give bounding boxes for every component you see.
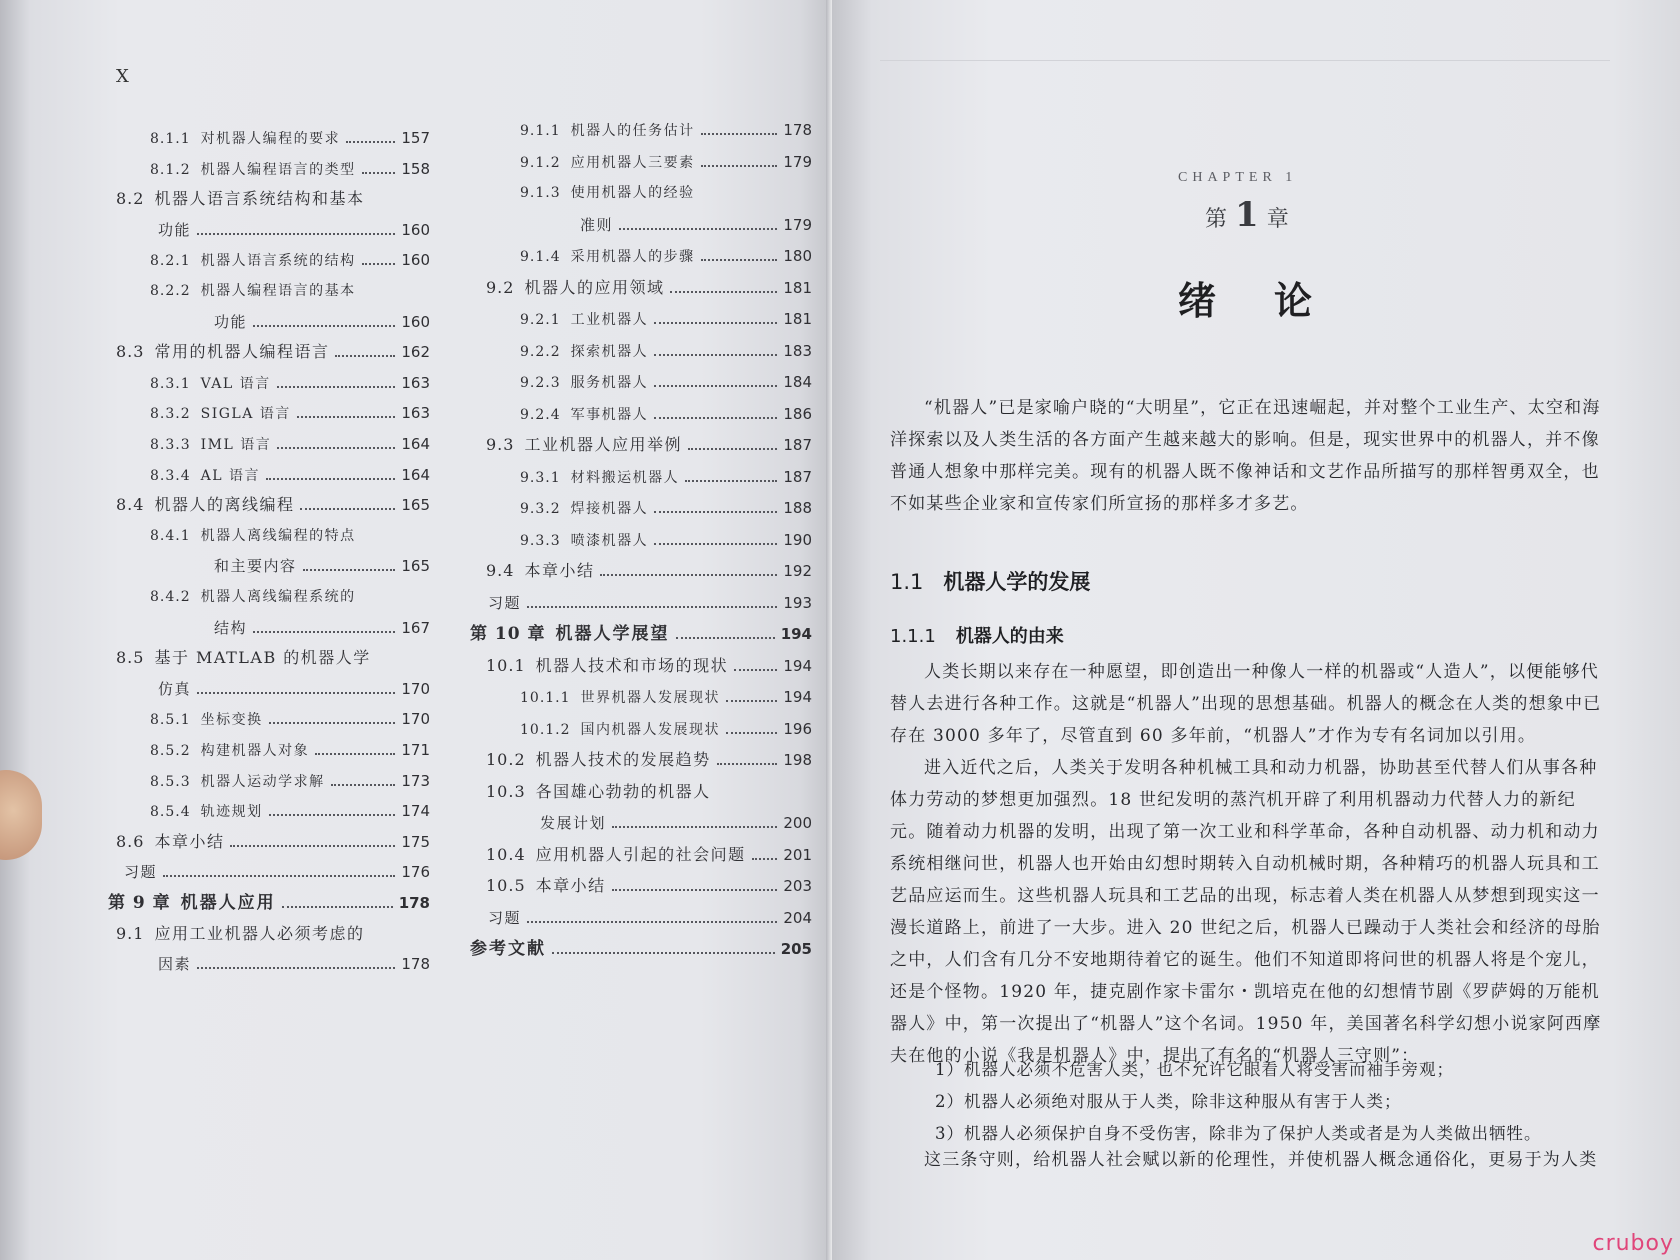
toc-number: 8.1.2 bbox=[150, 161, 191, 178]
toc-number: 9.2.3 bbox=[520, 375, 561, 391]
toc-entry bbox=[214, 556, 430, 576]
toc-leader-dots bbox=[654, 417, 777, 419]
toc-entry bbox=[486, 845, 812, 865]
toc-title: 本章小结 bbox=[524, 561, 595, 580]
toc-leader-dots bbox=[197, 692, 395, 694]
toc-page-number: 174 bbox=[401, 802, 430, 821]
subsection-number: 1.1.1 bbox=[890, 626, 936, 647]
toc-number: 8.5.2 bbox=[150, 743, 191, 759]
toc-entry bbox=[520, 152, 812, 173]
toc-entry bbox=[158, 679, 430, 699]
toc-number: 8.4 bbox=[116, 495, 145, 515]
toc-leader-dots bbox=[726, 732, 777, 734]
toc-leader-dots bbox=[612, 889, 778, 891]
toc-number: 8.3.2 bbox=[150, 406, 191, 423]
toc-leader-dots bbox=[676, 637, 775, 639]
toc-title: 军事机器人 bbox=[570, 406, 649, 423]
toc-entry bbox=[150, 587, 430, 607]
toc-title: 仿真 bbox=[158, 679, 192, 698]
toc-number: 9.2.1 bbox=[520, 312, 561, 328]
toc-entry bbox=[520, 530, 812, 551]
toc-page-number: 163 bbox=[401, 404, 430, 423]
toc-title: 轨迹规划 bbox=[200, 804, 263, 821]
toc-page-number: 186 bbox=[783, 404, 812, 423]
toc-title: AL 语言 bbox=[200, 467, 260, 484]
toc-title: 机器人技术和市场的现状 bbox=[535, 655, 729, 675]
toc-page-number: 164 bbox=[401, 465, 430, 484]
toc-title: 机器人学展望 bbox=[555, 624, 670, 644]
watermark: cruboy bbox=[1592, 1231, 1674, 1256]
toc-number: 9.3.2 bbox=[520, 501, 561, 517]
toc-entry bbox=[150, 250, 430, 271]
toc-title: 探索机器人 bbox=[570, 343, 649, 360]
toc-entry bbox=[150, 281, 430, 301]
toc-number: 第 9 章 bbox=[108, 893, 171, 913]
toc-leader-dots bbox=[654, 511, 777, 513]
toc-page-number: 160 bbox=[401, 312, 430, 331]
toc-number: 8.5.4 bbox=[150, 804, 191, 821]
toc-page-number: 170 bbox=[401, 710, 430, 729]
toc-number: 8.3.4 bbox=[150, 467, 191, 484]
toc-entry bbox=[520, 246, 812, 267]
toc-leader-dots bbox=[734, 669, 777, 671]
toc-entry bbox=[150, 526, 430, 546]
toc-leader-dots bbox=[315, 753, 395, 755]
toc-leader-dots bbox=[612, 826, 777, 828]
toc-entry bbox=[520, 309, 812, 330]
toc-number: 8.3.1 bbox=[150, 375, 191, 392]
toc-entry bbox=[116, 924, 430, 944]
toc-page-number: 179 bbox=[783, 152, 812, 171]
toc-page-number: 190 bbox=[783, 530, 812, 549]
toc-number: 8.4.2 bbox=[150, 589, 191, 605]
toc-leader-dots bbox=[527, 606, 777, 608]
toc-entry bbox=[520, 183, 812, 203]
toc-title: 本章小结 bbox=[154, 831, 225, 851]
toc-leader-dots bbox=[197, 967, 395, 969]
toc-page-number: 194 bbox=[780, 625, 812, 643]
toc-page-number: 194 bbox=[783, 656, 812, 675]
toc-title: 习题 bbox=[124, 863, 158, 882]
toc-leader-dots bbox=[297, 416, 396, 418]
toc-number: 8.2.2 bbox=[150, 283, 191, 299]
toc-number: 8.5.3 bbox=[150, 773, 191, 790]
toc-entry bbox=[520, 687, 812, 708]
toc-leader-dots bbox=[654, 354, 777, 356]
toc-number: 9.4 bbox=[486, 561, 515, 580]
toc-title: 习题 bbox=[488, 593, 522, 612]
toc-page-number: 178 bbox=[398, 894, 430, 912]
toc-leader-dots bbox=[253, 325, 395, 327]
toc-title: 机器人语言系统的结构 bbox=[200, 253, 356, 270]
toc-number: 10.1.1 bbox=[520, 690, 571, 706]
toc-page-number: 180 bbox=[783, 247, 812, 265]
toc-page-number: 200 bbox=[783, 814, 812, 832]
toc-page-number: 178 bbox=[401, 955, 430, 974]
toc-entry bbox=[486, 561, 812, 581]
toc-entry bbox=[116, 342, 430, 362]
toc-entry bbox=[150, 709, 430, 730]
chapter-prefix: 第 bbox=[1205, 207, 1228, 232]
toc-entry bbox=[520, 120, 812, 141]
toc-page-number: 170 bbox=[401, 679, 430, 698]
chapter-label: CHAPTER 1 bbox=[1178, 170, 1298, 185]
toc-entry bbox=[116, 648, 430, 668]
toc-title: 对机器人编程的要求 bbox=[200, 131, 341, 147]
toc-page-number: 188 bbox=[783, 499, 812, 517]
toc-number: 8.3 bbox=[116, 342, 145, 362]
toc-entry bbox=[150, 128, 430, 149]
law-3: 3）机器人必须保护自身不受伤害，除非为了保护人类或者是为人类做出牺牲。 bbox=[935, 1124, 1542, 1143]
toc-leader-dots bbox=[362, 263, 396, 265]
toc-page-number: 165 bbox=[401, 557, 430, 576]
toc-title: 国内机器人发展现状 bbox=[580, 721, 721, 738]
toc-entry bbox=[150, 159, 430, 180]
chapter-suffix: 章 bbox=[1266, 207, 1289, 232]
toc-page-number: 173 bbox=[401, 771, 430, 790]
toc-entry bbox=[214, 312, 430, 332]
toc-page-number: 163 bbox=[401, 373, 430, 392]
toc-entry bbox=[486, 782, 812, 802]
section-heading bbox=[890, 566, 1090, 596]
toc-page-number: 196 bbox=[783, 719, 812, 738]
toc-number: 8.4.1 bbox=[150, 527, 191, 544]
left-page bbox=[0, 0, 832, 1260]
toc-page-number: 157 bbox=[401, 129, 430, 147]
toc-entry bbox=[488, 593, 812, 613]
toc-page-number: 201 bbox=[783, 845, 812, 864]
toc-leader-dots bbox=[527, 921, 777, 923]
toc-title: 因素 bbox=[158, 955, 192, 974]
toc-entry bbox=[486, 278, 812, 298]
toc-page-number: 175 bbox=[401, 832, 430, 851]
toc-title: 机器人的离线编程 bbox=[154, 495, 295, 515]
chapter-number bbox=[1205, 195, 1289, 235]
toc-page-number: 187 bbox=[783, 467, 812, 486]
toc-page-number: 165 bbox=[401, 496, 430, 515]
toc-leader-dots bbox=[688, 448, 777, 450]
toc-entry bbox=[486, 876, 812, 896]
toc-number: 9.2 bbox=[486, 277, 515, 297]
toc-title: 构建机器人对象 bbox=[200, 743, 310, 759]
toc-leader-dots bbox=[282, 906, 393, 908]
toc-number: 10.5 bbox=[486, 876, 526, 895]
toc-entry bbox=[150, 771, 430, 792]
toc-number: 9.1.2 bbox=[520, 154, 561, 171]
toc-title: 准则 bbox=[580, 215, 614, 234]
toc-page-number: 160 bbox=[401, 220, 430, 239]
toc-entry bbox=[580, 215, 812, 235]
toc-leader-dots bbox=[685, 480, 777, 482]
toc-leader-dots bbox=[269, 814, 396, 816]
toc-title: 本章小结 bbox=[535, 876, 606, 895]
toc-title: 采用机器人的步骤 bbox=[570, 249, 695, 265]
toc-entry bbox=[486, 750, 812, 770]
toc-number: 10.1 bbox=[486, 655, 526, 675]
toc-title: 喷漆机器人 bbox=[570, 532, 649, 549]
toc-entry bbox=[470, 939, 812, 959]
toc-title: 习题 bbox=[488, 908, 522, 927]
toc-entry bbox=[150, 403, 430, 424]
toc-leader-dots bbox=[717, 763, 778, 765]
toc-title: 机器人运动学求解 bbox=[200, 773, 325, 790]
toc-page-number: 183 bbox=[783, 341, 812, 360]
law-2: 2）机器人必须绝对服从于人类，除非这种服从有害于人类； bbox=[935, 1092, 1402, 1111]
toc-page-number: 167 bbox=[401, 618, 430, 637]
toc-entry bbox=[158, 954, 430, 974]
toc-number: 10.4 bbox=[486, 844, 526, 864]
toc-title: 机器人离线编程系统的 bbox=[200, 589, 356, 605]
toc-leader-dots bbox=[619, 228, 777, 230]
toc-leader-dots bbox=[701, 165, 778, 167]
toc-number: 8.3.3 bbox=[150, 437, 191, 453]
toc-entry bbox=[520, 372, 812, 393]
section-title: 机器人学的发展 bbox=[943, 570, 1091, 594]
toc-number: 9.1.4 bbox=[520, 249, 561, 265]
toc-title: 应用工业机器人必须考虑的 bbox=[154, 923, 365, 943]
chapter-number-digit: 1 bbox=[1235, 195, 1259, 235]
toc-title: SIGLA 语言 bbox=[200, 406, 291, 423]
toc-title: 坐标变换 bbox=[200, 712, 263, 729]
toc-leader-dots bbox=[600, 574, 777, 576]
toc-entry bbox=[158, 220, 430, 240]
body-paragraph-2: 进入近代之后，人类关于发明各种机械工具和动力机器，协助甚至代替人们从事各种体力劳动的梦想更加强烈。18 世纪发明的蒸汽机开辟了利用机器动力代替人力的新纪元。随着动力机器的发明，出现了第一次工业和科学革命，各种自动机器、动力机和动力系统相继问世，机器人也开始由幻想时期转入自动机械时期，各种精巧的机器人玩具和工艺品应运而生。这些机器人玩具和工艺品的出现，标志着人类在机器人从梦想到现实这一漫长道路上，前进了一大步。进入 20 世纪之后，机器人已躁动于人类社会和经济的母胎之中，人们含有几分不安地期待着它的诞生。他们不知道即将问世的机器人将是个宠儿，还是个怪物。1920 年，捷克剧作家卡雷尔・凯培克在他的幻想情节剧《罗萨姆的万能机器人》中，第一次提出了“机器人”这个名词。1950 年，美国著名科学幻想小说家阿西摩夫在他的小说《我是机器人》中，提出了有名的“机器人三守则”： bbox=[890, 758, 1602, 1066]
law-1: 1）机器人必须不危害人类，也不允许它眼看人将受害而袖手旁观； bbox=[935, 1060, 1454, 1079]
toc-page-number: 205 bbox=[780, 940, 812, 958]
toc-entry bbox=[116, 495, 430, 515]
body-paragraph-1: 人类长期以来存在一种愿望，即创造出一种像人一样的机器或“人造人”，以便能够代替人去进行各种工作。这就是“机器人”出现的思想基础。机器人的概念在人类的想象中已存在 3000 多年了，尽管直到 60 多年前，“机器人”才作为专有名词加以引用。 bbox=[890, 662, 1602, 746]
toc-leader-dots bbox=[552, 952, 775, 954]
toc-page-number: 194 bbox=[783, 688, 812, 706]
toc-number: 8.2.1 bbox=[150, 253, 191, 270]
toc-page-number: 204 bbox=[783, 908, 812, 927]
toc-entry bbox=[520, 498, 812, 519]
toc-leader-dots bbox=[253, 631, 395, 633]
toc-number: 9.1 bbox=[116, 923, 145, 943]
toc-title: 机器人编程语言的基本 bbox=[200, 283, 356, 299]
toc-page-number: 162 bbox=[401, 343, 430, 362]
toc-title: 工业机器人 bbox=[570, 312, 649, 328]
toc-page-number: 203 bbox=[783, 877, 812, 895]
toc-entry bbox=[486, 656, 812, 676]
toc-leader-dots bbox=[362, 172, 396, 174]
toc-leader-dots bbox=[335, 355, 395, 357]
toc-title: 机器人应用 bbox=[180, 893, 276, 913]
toc-entry bbox=[150, 740, 430, 761]
chapter-title: 绪论 bbox=[1178, 279, 1371, 323]
toc-number: 9.2.2 bbox=[520, 343, 561, 360]
toc-title: 世界机器人发展现状 bbox=[580, 690, 721, 706]
toc-title: 服务机器人 bbox=[570, 375, 649, 391]
toc-title: 应用机器人引起的社会问题 bbox=[535, 844, 746, 864]
toc-number: 9.2.4 bbox=[520, 406, 561, 423]
toc-title: 使用机器人的经验 bbox=[570, 185, 695, 201]
toc-title: 功能 bbox=[158, 220, 192, 239]
toc-title: 机器人离线编程的特点 bbox=[200, 527, 356, 544]
toc-entry bbox=[116, 189, 430, 209]
toc-number: 9.3 bbox=[486, 435, 515, 454]
toc-title: 各国雄心勃勃的机器人 bbox=[535, 781, 711, 801]
toc-entry bbox=[488, 908, 812, 928]
toc-page-number: 193 bbox=[783, 593, 812, 612]
toc-entry bbox=[150, 434, 430, 455]
toc-leader-dots bbox=[726, 700, 777, 702]
toc-page-number: 160 bbox=[401, 251, 430, 270]
toc-title: 基于 MATLAB 的机器人学 bbox=[154, 648, 371, 668]
toc-number: 10.1.2 bbox=[520, 721, 571, 738]
toc-entry bbox=[540, 813, 812, 833]
toc-entry bbox=[520, 404, 812, 425]
toc-page-number: 181 bbox=[783, 310, 812, 328]
subsection-heading bbox=[890, 622, 1064, 648]
toc-entry bbox=[486, 435, 812, 455]
toc-leader-dots bbox=[277, 386, 396, 388]
toc-title: 材料搬运机器人 bbox=[570, 469, 680, 486]
toc-page-number: 176 bbox=[401, 863, 430, 882]
toc-leader-dots bbox=[654, 385, 777, 387]
section-number: 1.1 bbox=[890, 570, 924, 594]
toc-number: 9.3.1 bbox=[520, 469, 561, 486]
toc-number: 10.3 bbox=[486, 781, 526, 801]
toc-title: VAL 语言 bbox=[200, 375, 271, 392]
toc-title: IML 语言 bbox=[200, 437, 272, 453]
toc-title: 焊接机器人 bbox=[570, 501, 649, 517]
toc-leader-dots bbox=[230, 845, 395, 847]
toc-number: 8.1.1 bbox=[150, 131, 191, 147]
toc-page-number: 164 bbox=[401, 435, 430, 453]
toc-title: 参考文献 bbox=[470, 939, 546, 959]
toc-leader-dots bbox=[670, 291, 777, 293]
subsection-title: 机器人的由来 bbox=[955, 626, 1064, 647]
toc-title: 工业机器人应用举例 bbox=[524, 435, 682, 454]
toc-page-number: 171 bbox=[401, 741, 430, 759]
toc-leader-dots bbox=[752, 858, 778, 860]
toc-entry bbox=[150, 373, 430, 394]
toc-number: 8.5.1 bbox=[150, 712, 191, 729]
toc-title: 机器人的任务估计 bbox=[570, 123, 695, 139]
toc-title: 应用机器人三要素 bbox=[570, 154, 695, 171]
toc-leader-dots bbox=[197, 233, 395, 235]
toc-leader-dots bbox=[331, 784, 396, 786]
toc-title: 机器人编程语言的类型 bbox=[200, 161, 356, 178]
toc-leader-dots bbox=[303, 569, 396, 571]
toc-leader-dots bbox=[701, 133, 778, 135]
toc-title: 发展计划 bbox=[540, 814, 607, 832]
toc-leader-dots bbox=[300, 508, 395, 510]
toc-title: 和主要内容 bbox=[214, 557, 297, 576]
toc-page-number: 184 bbox=[783, 373, 812, 391]
toc-leader-dots bbox=[277, 447, 395, 449]
toc-number: 9.1.3 bbox=[520, 185, 561, 201]
toc-number: 8.5 bbox=[116, 648, 145, 668]
toc-title: 机器人语言系统结构和基本 bbox=[154, 189, 365, 209]
thumb bbox=[0, 770, 42, 860]
body-paragraph-3: 这三条守则，给机器人社会赋以新的伦理性，并使机器人概念通俗化，更易于为人类 bbox=[924, 1150, 1598, 1170]
toc-page-number: 181 bbox=[783, 278, 812, 297]
toc-entry bbox=[108, 893, 430, 913]
toc-entry bbox=[520, 719, 812, 740]
toc-number: 9.1.1 bbox=[520, 123, 561, 139]
toc-entry bbox=[150, 801, 430, 822]
toc-entry bbox=[214, 618, 430, 638]
toc-leader-dots bbox=[163, 875, 395, 877]
toc-leader-dots bbox=[654, 322, 777, 324]
header-rule bbox=[880, 60, 1610, 61]
toc-page-number: 187 bbox=[783, 436, 812, 454]
toc-title: 常用的机器人编程语言 bbox=[154, 342, 330, 362]
toc-entry bbox=[124, 862, 430, 882]
toc-page-number: 179 bbox=[783, 215, 812, 234]
toc-entry bbox=[520, 467, 812, 488]
toc-title: 功能 bbox=[214, 312, 248, 331]
toc-entry bbox=[116, 832, 430, 852]
toc-page-number: 178 bbox=[783, 121, 812, 139]
toc-leader-dots bbox=[701, 259, 778, 261]
toc-leader-dots bbox=[654, 543, 777, 545]
intro-paragraph: “机器人”已是家喻户晓的“大明星”，它正在迅速崛起，并对整个工业生产、太空和海洋探索以及人类生活的各方面产生越来越大的影响。但是，现实世界中的机器人，并不像普通人想象中那样完美。现有的机器人既不像神话和文艺作品所描写的那样智勇双全，也不如某些企业家和宣传家们所宣扬的那样多才多艺。 bbox=[890, 398, 1601, 514]
toc-entry bbox=[150, 465, 430, 486]
toc-title: 机器人技术的发展趋势 bbox=[535, 750, 711, 769]
page-folio: X bbox=[116, 66, 129, 87]
toc-leader-dots bbox=[266, 478, 395, 480]
toc-page-number: 192 bbox=[783, 562, 812, 580]
toc-number: 8.2 bbox=[116, 189, 145, 209]
toc-title: 结构 bbox=[214, 618, 248, 637]
toc-entry bbox=[520, 341, 812, 362]
toc-title: 机器人的应用领域 bbox=[524, 277, 665, 297]
toc-number: 10.2 bbox=[486, 750, 526, 769]
toc-page-number: 198 bbox=[783, 751, 812, 769]
toc-entry bbox=[470, 624, 812, 644]
toc-number: 8.6 bbox=[116, 831, 145, 851]
toc-leader-dots bbox=[269, 722, 396, 724]
toc-leader-dots bbox=[346, 141, 395, 143]
toc-number: 9.3.3 bbox=[520, 532, 561, 549]
toc-number: 第 10 章 bbox=[470, 624, 546, 644]
toc-page-number: 158 bbox=[401, 159, 430, 178]
